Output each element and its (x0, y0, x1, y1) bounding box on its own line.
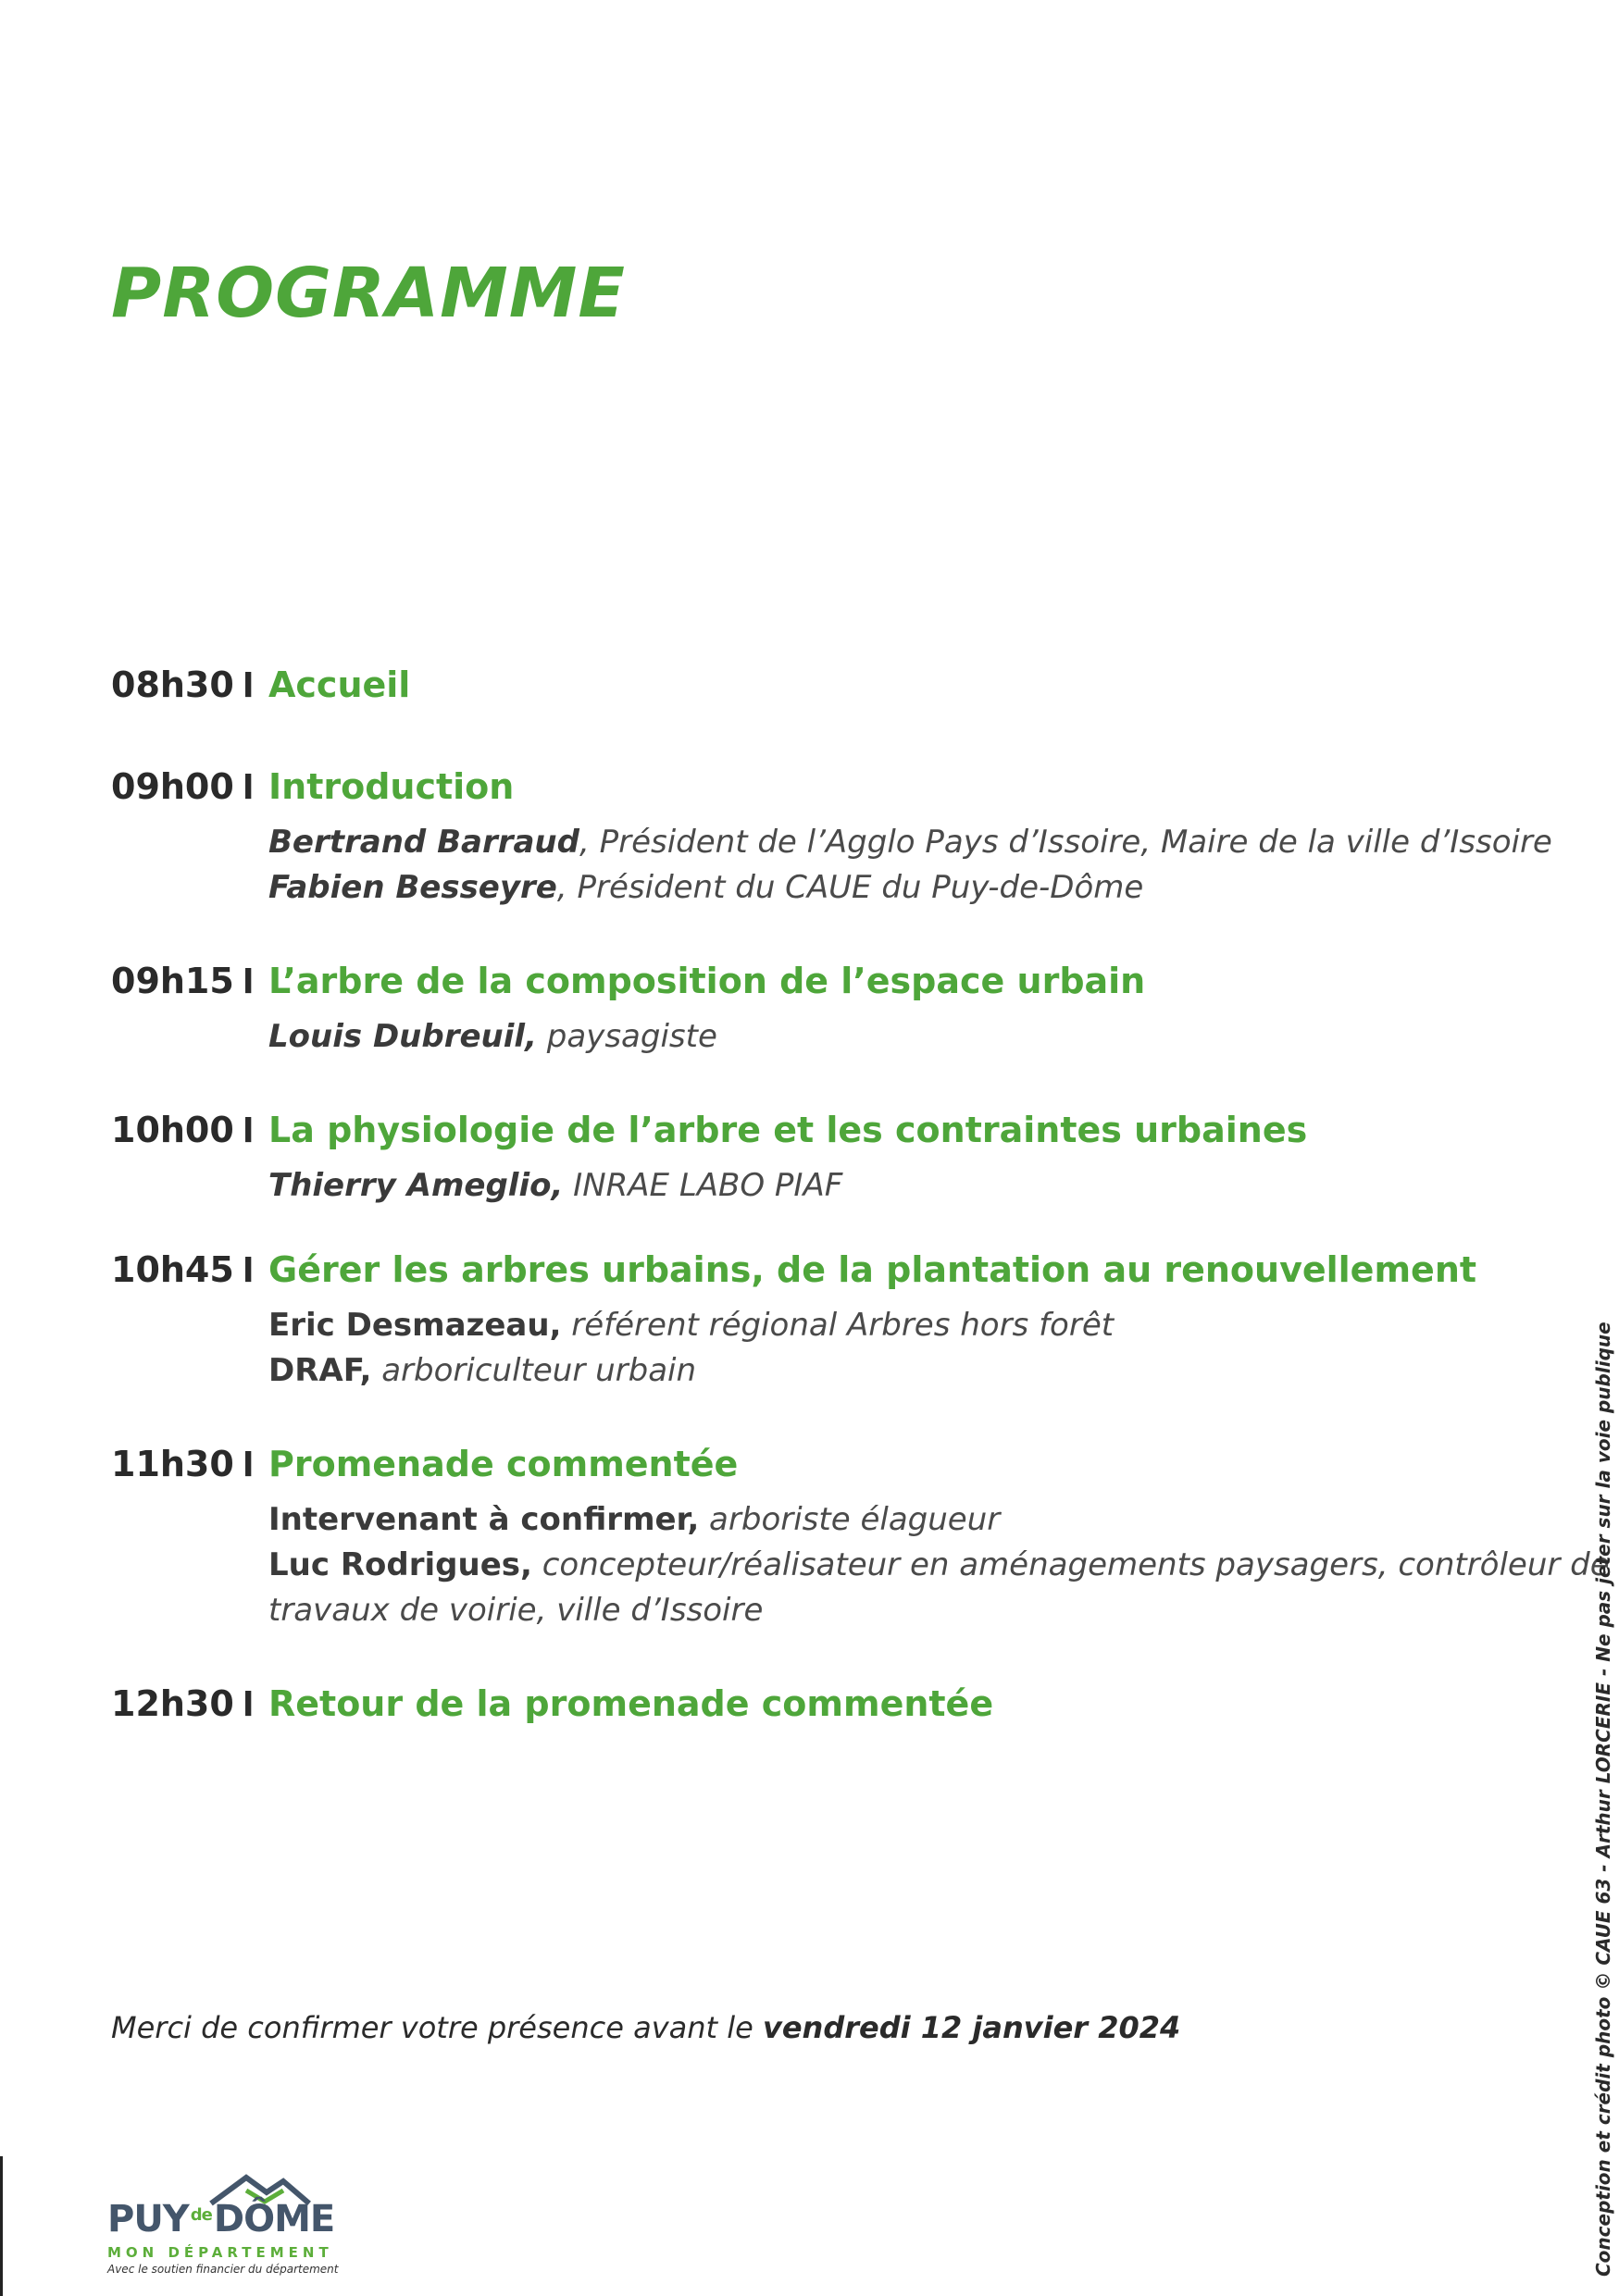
speaker (268, 1163, 1619, 1209)
logo-word-puy: PUY (107, 2198, 189, 2240)
session-separator: l (243, 667, 255, 705)
rsvp-note-text: Merci de confirmer votre présence avant le (111, 2010, 763, 2045)
speaker (268, 1543, 1619, 1633)
session-accueil (111, 664, 1537, 711)
session-physiologie (111, 1110, 1537, 1209)
puy-de-dome-logo (107, 2170, 339, 2281)
logo-word-de: de (190, 2205, 212, 2225)
session-separator: l (243, 963, 255, 1001)
session-topic: L’arbre de la composition de l’espace urbain (268, 961, 1146, 1001)
speaker-name: Intervenant à confirmer, (268, 1501, 700, 1538)
rsvp-note (111, 2010, 1180, 2045)
session-topic: Retour de la promenade commentée (268, 1683, 994, 1724)
session-separator: l (243, 1112, 255, 1150)
speaker-name: DRAF, (268, 1352, 372, 1389)
speaker-list (268, 1497, 1610, 1633)
session-time: 08h30 (111, 664, 234, 705)
photo-credit: Conception et crédit photo © CAUE 63 - Arthur LORCERIE - Ne pas jeter sur la voie publique (1592, 1322, 1614, 2277)
logo-support-text: Avec le soutien financier du département (107, 2263, 339, 2276)
speaker-name: Thierry Ameglio, (268, 1167, 564, 1204)
session-topic: Accueil (268, 664, 411, 705)
speaker (268, 1348, 1619, 1394)
session-separator: l (243, 1252, 255, 1290)
session-time: 12h30 (111, 1683, 234, 1724)
speaker-list (268, 1163, 1537, 1209)
session-promenade (111, 1444, 1610, 1633)
speaker-name: Louis Dubreuil, (268, 1018, 537, 1055)
speaker-name: Bertrand Barraud (268, 824, 579, 861)
speaker-role: INRAE LABO PIAF (563, 1167, 843, 1204)
session-introduction (111, 766, 1552, 911)
session-separator: l (243, 1686, 255, 1724)
programme-list (111, 664, 1610, 1730)
speaker-role: , Président du CAUE du Puy-de-Dôme (556, 869, 1144, 906)
speaker-list (268, 1303, 1537, 1394)
session-time: 09h00 (111, 766, 234, 807)
speaker-list (268, 820, 1552, 911)
session-topic: Introduction (268, 766, 515, 807)
speaker-role: , Président de l’Agglo Pays d’Issoire, Maire de la ville d’Issoire (579, 824, 1552, 861)
speaker-role: référent régional Arbres hors forêt (561, 1307, 1115, 1344)
session-topic: Gérer les arbres urbains, de la plantation au renouvellement (268, 1249, 1477, 1290)
session-topic: Promenade commentée (268, 1444, 739, 1484)
session-topic: La physiologie de l’arbre et les contraintes urbaines (268, 1110, 1308, 1150)
session-separator: l (243, 769, 255, 807)
speaker-role: concepteur/réalisateur en aménagements paysagers, contrôleur de travaux de voirie, ville d’Issoire (268, 1546, 1610, 1629)
speaker (268, 1303, 1619, 1348)
speaker (268, 1497, 1619, 1543)
logo-word-dome: DÔME (213, 2198, 335, 2240)
left-edge-rule (0, 2156, 3, 2296)
logo-wordmark (107, 2198, 334, 2240)
rsvp-deadline: vendredi 12 janvier 2024 (762, 2010, 1181, 2045)
session-time: 10h00 (111, 1110, 234, 1150)
speaker (268, 865, 1619, 911)
speaker-role: paysagiste (536, 1018, 717, 1055)
speaker-name: Fabien Besseyre (268, 869, 557, 906)
speaker-name: Luc Rodrigues, (268, 1546, 532, 1583)
page-title: PROGRAMME (111, 254, 626, 333)
session-time: 11h30 (111, 1444, 234, 1484)
speaker (268, 1014, 1619, 1060)
speaker-role: arboriste élagueur (699, 1501, 1001, 1538)
session-composition (111, 961, 1537, 1060)
session-separator: l (243, 1446, 255, 1484)
session-time: 10h45 (111, 1249, 234, 1290)
speaker-name: Eric Desmazeau, (268, 1307, 562, 1344)
speaker-list (268, 1014, 1537, 1060)
speaker-role: arboriculteur urbain (371, 1352, 697, 1389)
session-gerer-arbres (111, 1249, 1537, 1394)
logo-subtitle: MON DÉPARTEMENT (107, 2244, 333, 2261)
speaker (268, 820, 1619, 865)
session-retour-promenade (111, 1683, 1537, 1730)
session-time: 09h15 (111, 961, 234, 1001)
